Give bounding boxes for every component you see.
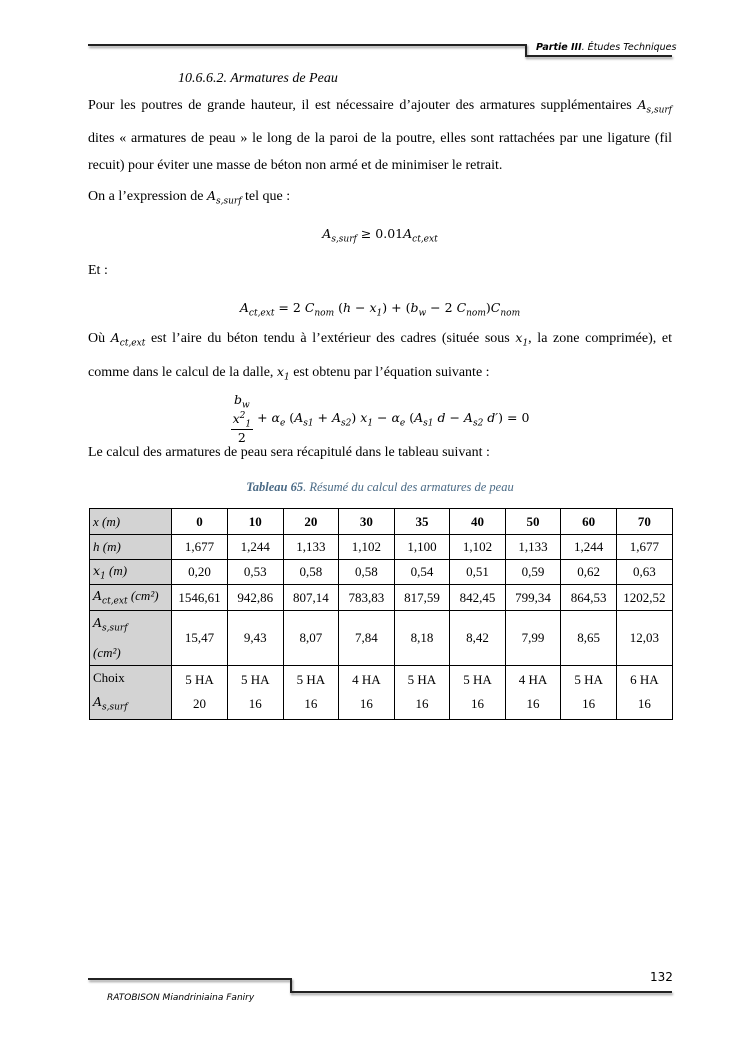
- table-cell: 783,83: [339, 585, 395, 611]
- text-run: Choix: [93, 669, 125, 685]
- fraction-numerator: [231, 392, 254, 430]
- math-operator: +: [253, 410, 272, 426]
- formula-rest: [253, 410, 530, 429]
- table-cell: 5 HA 16: [283, 665, 339, 720]
- table-cell: 0,59: [505, 560, 561, 585]
- math-symbol: $A_{ct,ext}$: [239, 300, 275, 319]
- row-header: [90, 585, 172, 611]
- math-symbol: d′: [487, 410, 499, 426]
- table-row: [90, 611, 673, 666]
- paragraph-expression: [88, 182, 672, 216]
- table-cell: 8,42: [450, 611, 506, 666]
- header-rule: [88, 44, 526, 46]
- table-cell: 8,65: [561, 611, 617, 666]
- subscript: ct,ext: [412, 234, 438, 245]
- subscript: s2: [472, 418, 484, 429]
- results-table: [89, 508, 673, 720]
- table-cell: 7,84: [339, 611, 395, 666]
- math-symbol: $A_{s2}$: [463, 410, 484, 429]
- paragraph-et: [88, 257, 672, 284]
- table-cell: 1,102: [450, 535, 506, 560]
- subscript: s,surf: [331, 234, 357, 245]
- table-cell: 817,59: [394, 585, 450, 611]
- subscript: s,surf: [216, 196, 242, 207]
- math-symbol: $x_1$: [360, 410, 374, 429]
- table-cell: 4 HA 16: [339, 665, 395, 720]
- subscript: nom: [500, 308, 521, 319]
- subscript: nom: [466, 308, 486, 319]
- table-cell: 1546,61: [172, 585, 228, 611]
- table-caption: [88, 480, 672, 495]
- math-operator: (: [285, 410, 295, 426]
- table-row: [90, 665, 673, 720]
- math-symbol: $C_{nom}$: [456, 300, 486, 319]
- table-cell: 1,244: [561, 535, 617, 560]
- math-symbol: $A_{s2}$: [332, 410, 352, 429]
- math-symbol: d: [437, 410, 446, 426]
- table-cell: 942,86: [228, 585, 284, 611]
- fraction-denominator: 2: [237, 430, 246, 446]
- subscript: 1: [522, 338, 529, 349]
- table-cell: 10: [228, 509, 284, 535]
- table-cell: 0,20: [172, 560, 228, 585]
- math-symbol: $x_1$: [93, 562, 106, 582]
- fraction: [231, 392, 254, 445]
- table-cell: 60: [561, 509, 617, 535]
- math-operator: = 2: [274, 300, 305, 315]
- table-row: [90, 535, 673, 560]
- subscript: 1: [100, 571, 106, 582]
- subscript: e: [280, 418, 286, 429]
- caption-label: Tableau 65: [246, 480, 304, 494]
- math-symbol: $A_{s1}$: [414, 410, 434, 429]
- text-run: , la zone comprimée), et comme dans le calcul de la dalle,: [88, 331, 672, 380]
- table-row: [90, 560, 673, 585]
- math-symbol: $x_1$: [369, 300, 383, 319]
- math-symbol: $A_{ct,ext}$: [93, 588, 128, 607]
- subscript: 1: [245, 419, 252, 430]
- formula-act-ext: [88, 300, 672, 319]
- table-cell: 1,100: [394, 535, 450, 560]
- table-cell: 0,53: [228, 560, 284, 585]
- table-cell: 0,62: [561, 560, 617, 585]
- table-cell: 8,18: [394, 611, 450, 666]
- table-cell: 1,244: [228, 535, 284, 560]
- text-run: h (m): [93, 539, 121, 554]
- subscript: s1: [303, 418, 314, 429]
- table-cell: 5 HA 16: [394, 665, 450, 720]
- table-cell: 0,54: [394, 560, 450, 585]
- table-cell: 1,133: [505, 535, 561, 560]
- footer-rule: [88, 978, 291, 980]
- math-operator: (: [405, 410, 415, 426]
- text-run: Et :: [88, 263, 108, 278]
- table-cell: 5 HA 16: [561, 665, 617, 720]
- subscript: w: [242, 400, 250, 411]
- subscript: nom: [314, 308, 335, 319]
- row-header: [90, 611, 172, 666]
- table-cell: 1,677: [616, 535, 672, 560]
- math-symbol: $A_{s,surf}$: [322, 226, 357, 245]
- math-symbol: $C_{nom}$: [490, 300, 521, 319]
- math-operator: − 2: [426, 300, 457, 315]
- math-operator: ): [485, 300, 491, 315]
- math-operator: +: [313, 410, 332, 426]
- page-number: 132: [650, 970, 673, 984]
- math-symbol: $A_{s,surf}$: [206, 188, 242, 207]
- math-symbol: $A_{s,surf}$: [93, 615, 128, 634]
- math-operator: ) + (: [382, 300, 411, 315]
- table-cell: 1,102: [339, 535, 395, 560]
- table-cell: 12,03: [616, 611, 672, 666]
- row-header: [90, 560, 172, 585]
- text-run: (cm²): [127, 588, 159, 604]
- table-cell: 50: [505, 509, 561, 535]
- math-symbol: h: [343, 300, 352, 315]
- table-cell: 6 HA 16: [616, 665, 672, 720]
- table-row: [90, 509, 673, 535]
- table-cell: 799,34: [505, 585, 561, 611]
- subscript: s,surf: [102, 623, 128, 634]
- subscript: e: [399, 418, 406, 429]
- header-rule: [525, 55, 672, 57]
- math-symbol: $x^2_1$: [232, 410, 252, 430]
- math-symbol: $\alpha_e$: [391, 410, 406, 429]
- formula-x1-equation: [88, 392, 672, 445]
- table-cell: 7,99: [505, 611, 561, 666]
- math-operator: ≥ 0.01: [356, 226, 404, 241]
- text-run: Le calcul des armatures de peau sera récapitulé dans le tableau suivant :: [88, 445, 490, 460]
- math-symbol: $\alpha_e$: [271, 410, 286, 429]
- table-cell: 4 HA 16: [505, 665, 561, 720]
- math-symbol: $A_{s,surf}$: [93, 693, 128, 712]
- math-symbol: $b_w$: [410, 300, 427, 319]
- table-cell: 5 HA 16: [228, 665, 284, 720]
- running-header: [536, 42, 676, 53]
- footer-rule: [290, 991, 672, 993]
- math-operator: ) = 0: [498, 410, 530, 426]
- text-run: est l’aire du béton tendu à l’extérieur des cadres (située sous: [145, 331, 516, 346]
- table-cell: 30: [339, 509, 395, 535]
- table-cell: 807,14: [283, 585, 339, 611]
- table-cell: 0: [172, 509, 228, 535]
- text-run: Où: [88, 331, 111, 346]
- table-cell: 0,58: [283, 560, 339, 585]
- table-cell: 40: [450, 509, 506, 535]
- paragraph-intro: [88, 91, 672, 179]
- text-run: On a l’expression de: [88, 189, 207, 204]
- text-run: est obtenu par l’équation suivante :: [289, 364, 490, 380]
- superscript: 2: [239, 410, 246, 421]
- math-operator: −: [351, 300, 370, 315]
- text-run: x (m): [93, 513, 121, 529]
- section-heading: 10.6.6.2. Armatures de Peau: [178, 71, 338, 86]
- subscript: 1: [367, 418, 374, 429]
- subscript: s,surf: [102, 702, 128, 712]
- header-title: . Études Techniques: [581, 42, 677, 53]
- table-row: [90, 585, 673, 611]
- table-cell: 5 HA 16: [450, 665, 506, 720]
- subscript: s,surf: [646, 105, 672, 116]
- math-operator: (: [334, 300, 343, 315]
- table-cell: 1,133: [283, 535, 339, 560]
- subscript: ct,ext: [248, 308, 275, 319]
- subscript: 1: [376, 308, 383, 319]
- table-cell: 1202,52: [616, 585, 672, 611]
- table-cell: 35: [394, 509, 450, 535]
- math-operator: −: [445, 410, 464, 426]
- subscript: ct,ext: [102, 596, 128, 607]
- row-header: [90, 665, 172, 720]
- table-cell: 864,53: [561, 585, 617, 611]
- math-symbol: $A_{ct,ext}$: [110, 330, 146, 349]
- math-operator: −: [373, 410, 392, 426]
- math-symbol: $A_{s,surf}$: [637, 97, 672, 116]
- math-symbol: $x_1$: [515, 330, 529, 349]
- row-header: [90, 535, 172, 560]
- text-run: dites « armatures de peau » le long de la paroi de la poutre, elles sont rattachées par une ligature (fil recuit) pour éviter une masse de béton non armé et de minimiser le retrait.: [88, 130, 672, 173]
- subscript: s2: [341, 418, 352, 429]
- table-cell: 70: [616, 509, 672, 535]
- table-cell: 0,58: [339, 560, 395, 585]
- table-cell: 0,63: [616, 560, 672, 585]
- paragraph-definition: [88, 324, 672, 391]
- math-symbol: $x_1$: [276, 363, 290, 382]
- table-cell: 15,47: [172, 611, 228, 666]
- text-run: (m): [105, 562, 128, 578]
- table-cell: 5 HA 20: [172, 665, 228, 720]
- footer-rule: [290, 978, 292, 992]
- subscript: w: [418, 308, 427, 319]
- paragraph-table-intro: [88, 439, 672, 466]
- math-symbol: $A_{s1}$: [294, 410, 314, 429]
- row-header: [90, 509, 172, 535]
- table-cell: 20: [283, 509, 339, 535]
- math-operator: ): [351, 410, 361, 426]
- math-symbol: $b_w$: [233, 392, 250, 411]
- header-part: Partie III: [536, 42, 582, 53]
- table-cell: 8,07: [283, 611, 339, 666]
- math-symbol: $C_{nom}$: [304, 300, 335, 319]
- subscript: 1: [283, 372, 290, 382]
- table-cell: 0,51: [450, 560, 506, 585]
- formula-as-surf: [88, 226, 672, 245]
- math-symbol: $A_{ct,ext}$: [403, 226, 438, 245]
- text-run: (cm²): [93, 644, 121, 660]
- subscript: ct,ext: [119, 338, 146, 349]
- text-run: tel que :: [241, 189, 291, 204]
- table-cell: 9,43: [228, 611, 284, 666]
- footer-author: RATOBISON Miandriniaina Faniry: [107, 993, 255, 1003]
- text-run: Pour les poutres de grande hauteur, il est nécessaire d’ajouter des armatures supplémentaires: [88, 98, 638, 113]
- table-cell: 1,677: [172, 535, 228, 560]
- subscript: s1: [423, 418, 434, 429]
- caption-text: . Résumé du calcul des armatures de peau: [303, 480, 514, 494]
- table-cell: 842,45: [450, 585, 506, 611]
